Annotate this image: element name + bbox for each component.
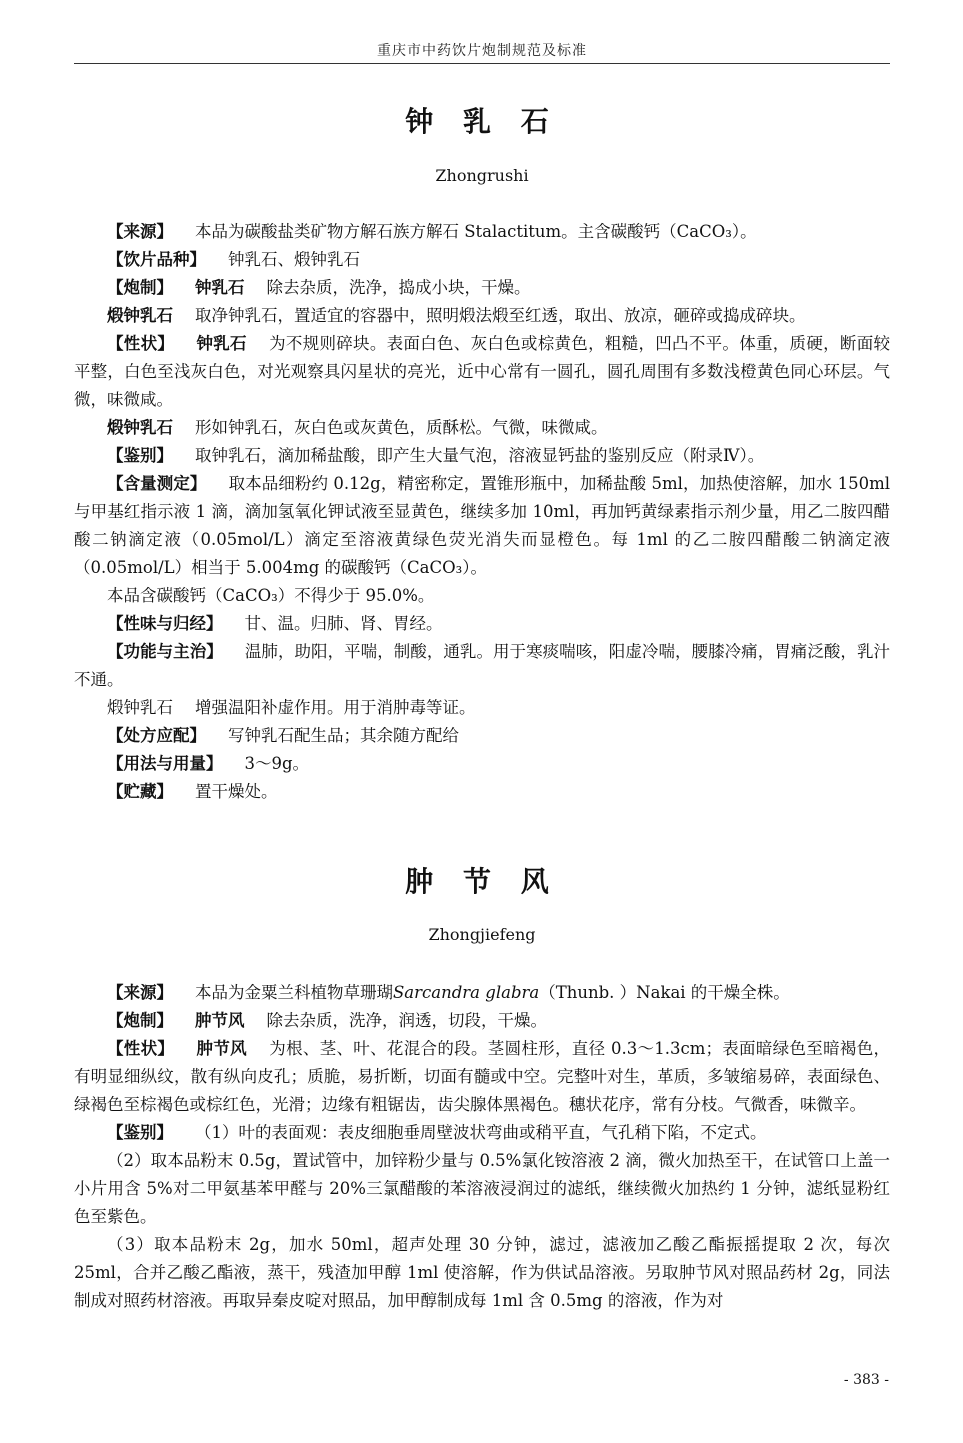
entry2-body bbox=[74, 979, 890, 1315]
identification-para-2: （2）取本品粉末 0.5g，置试管中，加锌粉少量与 0.5%氯化铵溶液 2 滴，微火加热至干，在试管口上盖一小片用含 5%对二甲氨基苯甲醛与 20%三氯醋酸的苯溶液浸润过的滤纸，继续微火加热约 1 分钟，滤纸显粉红色至紫色。 bbox=[74, 1151, 890, 1226]
varieties-para: 【饮片品种】 钟乳石、煅钟乳石 bbox=[107, 250, 360, 269]
entry1-title: 钟 乳 石 bbox=[405, 105, 559, 138]
assay-limit-para: 本品含碳酸钙（CaCO₃）不得少于 95.0%。 bbox=[107, 586, 435, 605]
entry1-body bbox=[74, 218, 890, 806]
identification-para: 【鉴别】 取钟乳石，滴加稀盐酸，即产生大量气泡，溶液显钙盐的鉴别反应（附录Ⅳ）。 bbox=[107, 446, 765, 465]
processing-calcined-para: 煅钟乳石 取净钟乳石，置适宜的容器中，照明煅法煅至红透，取出、放凉，砸碎或捣成碎块。 bbox=[107, 306, 806, 325]
entry1-pinyin: Zhongrushi bbox=[435, 166, 529, 185]
characters-para: 【性状】 钟乳石 为不规则碎块。表面白色、灰白色或棕黄色，粗糙，凹凸不平。体重，质硬，断面较平整，白色至浅灰白色，对光观察具闪星状的亮光，近中心常有一圆孔，圆孔周围有多数浅橙黄色同心环层。气微，味微咸。 bbox=[74, 334, 891, 409]
characters-calcined-para: 煅钟乳石 形如钟乳石，灰白色或灰黄色，质酥松。气微，味微咸。 bbox=[107, 418, 608, 437]
identification-para-3: （3）取本品粉末 2g，加水 50ml，超声处理 30 分钟，滤过，滤液加乙酸乙酯振摇提取 2 次，每次 25ml，合并乙酸乙酯液，蒸干，残渣加甲醇 1ml 使溶解，作为供试品溶液。另取肿节风对照品药材 2g，同法制成对照药材溶液。再取异秦皮啶对照品，加甲醇制成每 1ml 含 0.5mg 的溶液，作为对 bbox=[74, 1235, 890, 1310]
function-calcined-para: 煅钟乳石 增强温阳补虚作用。用于消肿毒等证。 bbox=[107, 698, 476, 717]
entry2-title: 肿 节 风 bbox=[405, 865, 559, 898]
processing-para: 【炮制】 肿节风 除去杂质，洗净，润透，切段，干燥。 bbox=[107, 1011, 547, 1030]
assay-para: 【含量测定】 取本品细粉约 0.12g，精密称定，置锥形瓶中，加稀盐酸 5ml，加热使溶解，加水 150ml 与甲基红指示液 1 滴，滴加氢氧化钾试液至显黄色，继续多加 10ml，再加钙黄绿素指示剂少量，用乙二胺四醋酸二钠滴定液（0.05mol/L）滴定至溶液黄绿色荧光消失而显橙色。每 1ml 的乙二胺四醋酸二钠滴定液（0.05mol/L）相当于 5.004mg 的碳酸钙（CaCO₃）。 bbox=[74, 474, 891, 577]
characters-para: 【性状】 肿节风 为根、茎、叶、花混合的段。茎圆柱形，直径 0.3～1.3cm；表面暗绿色至暗褐色，有明显细纵纹，散有纵向皮孔；质脆，易折断，切面有髓或中空。完整叶对生，革质，多皱缩易碎，表面绿色、绿褐色至棕褐色或棕红色，光滑；边缘有粗锯齿，齿尖腺体黑褐色。穗状花序，常有分枝。气微香，味微辛。 bbox=[74, 1039, 891, 1114]
entry2-pinyin: Zhongjiefeng bbox=[428, 925, 536, 944]
storage-para: 【贮藏】 置干燥处。 bbox=[107, 782, 278, 801]
header-rule bbox=[74, 63, 890, 64]
identification-para: 【鉴别】 （1）叶的表面观：表皮细胞垂周壁波状弯曲或稍平直，气孔稍下陷，不定式。 bbox=[107, 1123, 767, 1142]
dosage-para: 【用法与用量】 3～9g。 bbox=[107, 754, 310, 773]
source-para: 【来源】 本品为碳酸盐类矿物方解石族方解石 Stalactitum。主含碳酸钙（CaCO₃）。 bbox=[107, 222, 757, 241]
page-number: - 383 - bbox=[843, 1372, 889, 1388]
running-header: 重庆市中药饮片炮制规范及标准 bbox=[377, 43, 587, 59]
nature-para: 【性味与归经】 甘、温。归肺、肾、胃经。 bbox=[107, 614, 443, 633]
processing-para: 【炮制】 钟乳石 除去杂质，洗净，捣成小块，干燥。 bbox=[107, 278, 531, 297]
source-para: 【来源】 本品为金粟兰科植物草珊瑚Sarcandra glabra（Thunb. ）Nakai 的干燥全株。 bbox=[107, 983, 790, 1002]
function-para: 【功能与主治】 温肺，助阳，平喘，制酸，通乳。用于寒痰喘咳，阳虚冷喘，腰膝冷痛，胃痛泛酸，乳汁不通。 bbox=[74, 642, 891, 689]
prescription-para: 【处方应配】 写钟乳石配生品；其余随方配给 bbox=[107, 726, 459, 745]
